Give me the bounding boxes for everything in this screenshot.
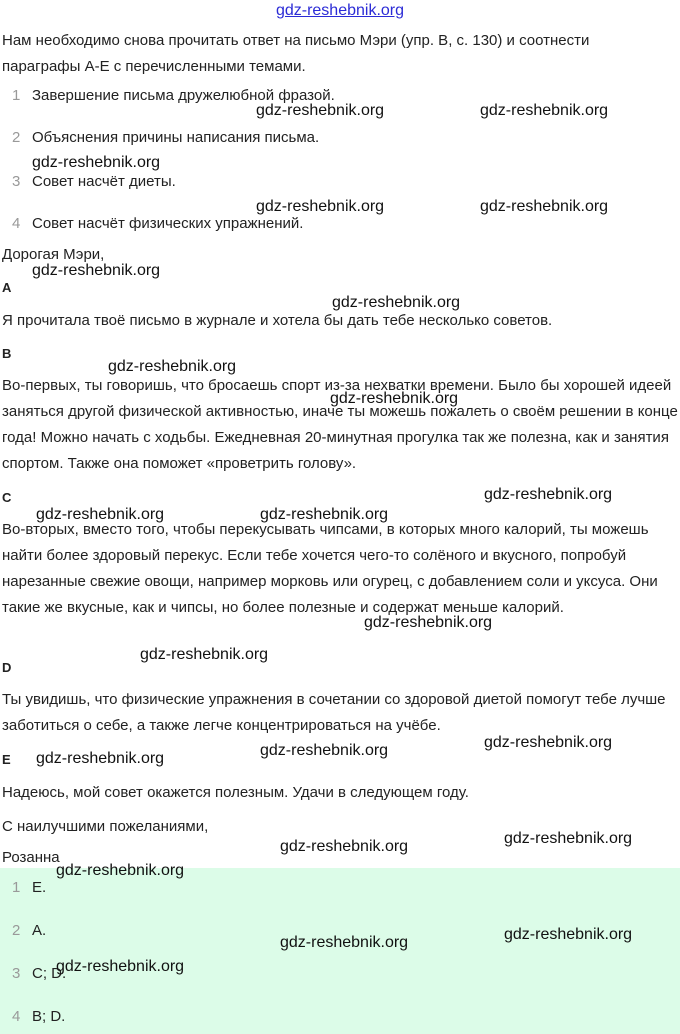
watermark: gdz-reshebnik.org	[280, 934, 409, 951]
letter-signature: Розанна	[2, 849, 60, 866]
paragraph-label: A	[2, 280, 12, 295]
letter-greeting: Дорогая Мэри,	[2, 246, 105, 263]
answer-text: B; D.	[32, 1008, 66, 1025]
answer-text: C; D.	[32, 965, 67, 982]
watermark: gdz-reshebnik.org	[480, 198, 609, 215]
watermark: gdz-reshebnik.org	[256, 198, 385, 215]
task-intro: Нам необходимо снова прочитать ответ на письмо Мэри (упр. B, с. 130) и соотнести параграфы A-E с перечисленными темами.	[2, 32, 590, 75]
paragraph-label: D	[2, 660, 12, 675]
watermark: gdz-reshebnik.org	[56, 958, 185, 975]
paragraph-text: Во-вторых, вместо того, чтобы перекусывать чипсами, в которых много калорий, ты можешь найти более здоровый перекус. Если тебе хочется чего-то солёного и вкусного, попробуй нарезанные свежие овощи, например морковь или огурец, с добавлением соли и уксуса. Они такие же вкусные, как и чипсы, но более полезные и содержат меньше калорий.	[2, 521, 658, 616]
watermark: gdz-reshebnik.org	[32, 262, 161, 279]
topic-text: Совет насчёт физических упражнений.	[32, 215, 304, 232]
watermark: gdz-reshebnik.org	[260, 506, 389, 523]
paragraph-text: Надеюсь, мой совет окажется полезным. Удачи в следующем году.	[2, 784, 469, 801]
topic-text: Объяснения причины написания письма.	[32, 129, 320, 146]
topic-text: Совет насчёт диеты.	[32, 173, 176, 190]
topic-number: 1	[12, 87, 21, 104]
watermark: gdz-reshebnik.org	[280, 838, 409, 855]
answer-number: 4	[12, 1008, 21, 1025]
paragraph-text: Ты увидишь, что физические упражнения в сочетании со здоровой диетой помогут тебе лучше заботиться о себе, а также легче концентрироваться на учёбе.	[2, 691, 666, 734]
topic-number: 4	[12, 215, 21, 232]
watermark: gdz-reshebnik.org	[484, 734, 613, 751]
paragraph-text: Во-первых, ты говоришь, что бросаешь спорт из-за нехватки времени. Было бы хорошей идеей заняться другой физической активностью, иначе ты можешь пожалеть о своём решении в конце года! Можно начать с ходьбы. Ежедневная 20-минутная прогулка так же полезна, как и занятия спортом. Также она поможет «проветрить голову».	[2, 377, 678, 472]
answer-number: 2	[12, 922, 21, 939]
answer-text: E.	[32, 879, 47, 896]
paragraph-label: C	[2, 490, 12, 505]
watermark: gdz-reshebnik.org	[480, 102, 609, 119]
paragraph-text: Я прочитала твоё письмо в журнале и хотела бы дать тебе несколько советов.	[2, 312, 553, 329]
watermark: gdz-reshebnik.org	[36, 506, 165, 523]
topic-text: Завершение письма дружелюбной фразой.	[32, 87, 335, 104]
answer-number: 3	[12, 965, 21, 982]
watermark: gdz-reshebnik.org	[484, 486, 613, 503]
topic-number: 3	[12, 173, 21, 190]
watermark: gdz-reshebnik.org	[504, 830, 633, 847]
topic-number: 2	[12, 129, 21, 146]
watermark: gdz-reshebnik.org	[140, 646, 269, 663]
watermark: gdz-reshebnik.org	[32, 154, 161, 171]
watermark: gdz-reshebnik.org	[108, 358, 237, 375]
watermark: gdz-reshebnik.org	[260, 742, 389, 759]
watermark: gdz-reshebnik.org	[364, 614, 493, 631]
watermark: gdz-reshebnik.org	[332, 294, 461, 311]
watermark: gdz-reshebnik.org	[56, 862, 185, 879]
watermark: gdz-reshebnik.org	[504, 926, 633, 943]
answer-number: 1	[12, 879, 21, 896]
site-link[interactable]: gdz-reshebnik.org	[275, 2, 405, 19]
paragraph-label: B	[2, 346, 12, 361]
watermark: gdz-reshebnik.org	[36, 750, 165, 767]
paragraph-label: E	[2, 752, 11, 767]
watermark: gdz-reshebnik.org	[330, 390, 459, 407]
answer-text: A.	[32, 922, 47, 939]
letter-closing: С наилучшими пожеланиями,	[2, 818, 209, 835]
watermark: gdz-reshebnik.org	[256, 102, 385, 119]
